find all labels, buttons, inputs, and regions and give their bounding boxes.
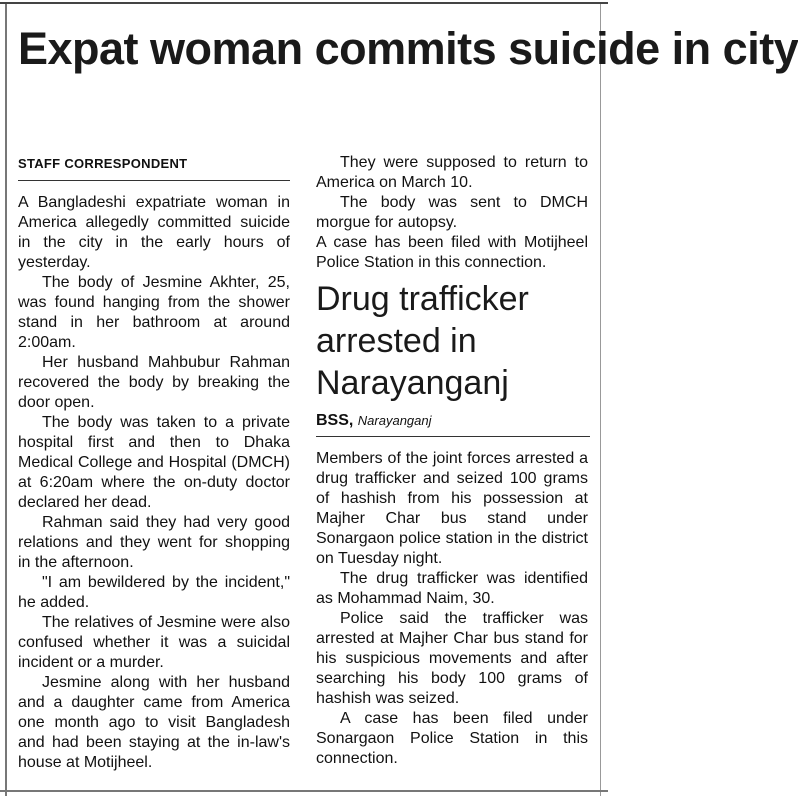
article2-headline-text: Drug trafficker arrested in Narayanganj bbox=[316, 280, 529, 402]
left-border-rule bbox=[5, 4, 7, 796]
article1-paragraph: The body was taken to a private hospital first and then to Dhaka Medical College and Hospital (DMCH) at 6:20am where the on-duty doctor declared her dead. bbox=[18, 414, 290, 511]
article1-headline bbox=[18, 22, 798, 75]
article2-paragraph: Police said the trafficker was arrested at Majher Char bus stand for his suspicious movements and after searching his body 100 grams of hashish was seized. bbox=[316, 610, 588, 707]
article1-paragraph: "I am bewildered by the incident," he added. bbox=[18, 574, 290, 611]
article2-byline bbox=[316, 411, 432, 431]
article2-body bbox=[316, 449, 588, 769]
article1-paragraph: The body of Jesmine Akhter, 25, was found hanging from the shower stand in her bathroom at around 2:00am. bbox=[18, 274, 290, 351]
article1-byline-rule bbox=[18, 180, 290, 181]
article1-column-2 bbox=[316, 153, 588, 273]
article1-headline-text: Expat woman commits suicide in city bbox=[18, 23, 798, 74]
article1-byline: STAFF CORRESPONDENT bbox=[18, 156, 188, 171]
top-border-rule bbox=[0, 2, 608, 4]
bottom-border-rule bbox=[0, 790, 608, 792]
article2-headline bbox=[316, 278, 596, 404]
article2-paragraph: The drug trafficker was identified as Mohammad Naim, 30. bbox=[316, 570, 588, 607]
right-border-rule bbox=[600, 4, 601, 796]
article2-byline-rule bbox=[316, 436, 590, 437]
article1-paragraph: The body was sent to DMCH morgue for autopsy. bbox=[316, 194, 588, 231]
article2-agency: BSS, bbox=[316, 412, 354, 429]
article2-paragraph: Members of the joint forces arrested a drug trafficker and seized 100 grams of hashish from his possession at Majher Char bus stand under Sonargaon police station in the district on Tuesday night. bbox=[316, 450, 588, 567]
article1-paragraph: They were supposed to return to America on March 10. bbox=[316, 154, 588, 191]
article1-paragraph: The relatives of Jesmine were also confused whether it was a suicidal incident or a murder. bbox=[18, 614, 290, 671]
article2-location: Narayanganj bbox=[357, 413, 432, 428]
article1-paragraph: Rahman said they had very good relations and they went for shopping in the afternoon. bbox=[18, 514, 290, 571]
article1-column-1 bbox=[18, 193, 290, 773]
article1-paragraph: A Bangladeshi expatriate woman in America allegedly committed suicide in the city in the early hours of yesterday. bbox=[18, 194, 290, 271]
article1-paragraph: A case has been filed with Motijheel Police Station in this connection. bbox=[316, 234, 588, 271]
article1-paragraph: Her husband Mahbubur Rahman recovered the body by breaking the door open. bbox=[18, 354, 290, 411]
article1-paragraph: Jesmine along with her husband and a daughter came from America one month ago to visit Bangladesh and had been staying at the in-law's house at Motijheel. bbox=[18, 674, 290, 771]
article2-paragraph: A case has been filed under Sonargaon Police Station in this connection. bbox=[316, 710, 588, 767]
